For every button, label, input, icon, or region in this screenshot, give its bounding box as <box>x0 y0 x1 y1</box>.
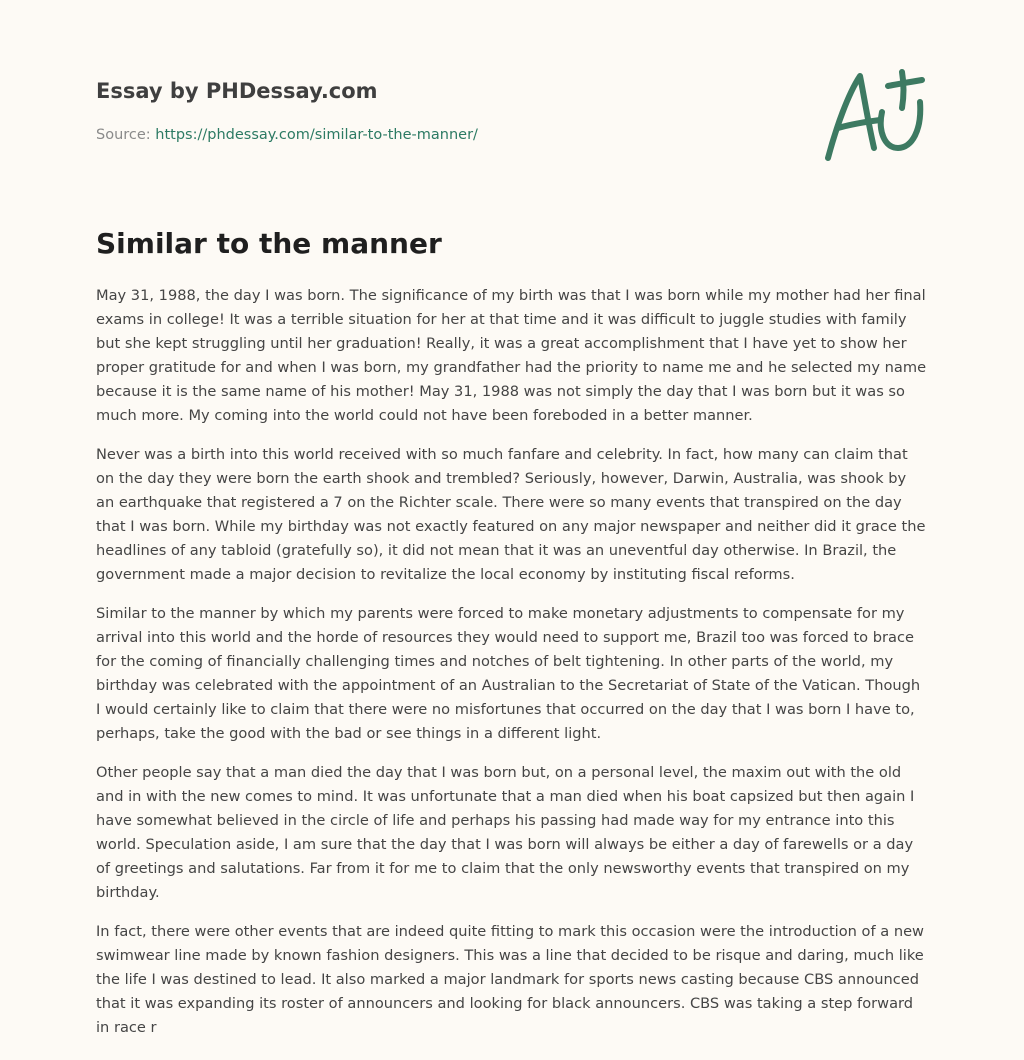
essay-body <box>96 284 928 1055</box>
essay-paragraph: Other people say that a man died the day that I was born but, on a personal level, the maxim out with the old and in with the new comes to mind. It was unfortunate that a man died when his boat capsized but then again I have somewhat believed in the circle of life and perhaps his passing had made way for my entrance into this world. Speculation aside, I am sure that the day that I was born will always be either a day of farewells or a day of greetings and salutations. Far from it for me to claim that the only newsworthy events that transpired on my birthday. <box>96 764 915 901</box>
essay-title: Similar to the manner <box>96 227 442 260</box>
essay-header <box>96 76 796 145</box>
source-line <box>96 125 796 145</box>
source-link[interactable]: https://phdessay.com/similar-to-the-manner/ <box>155 127 478 143</box>
essay-paragraph: Similar to the manner by which my parents were forced to make monetary adjustments to compensate for my arrival into this world and the horde of resources they would need to support me, Brazil too was forced to brace for the coming of financially challenging times and notches of belt tightening. In other parts of the world, my birthday was celebrated with the appointment of an Australian to the Secretariat of State of the Vatican. Though I would certainly like to claim that there were no misfortunes that occurred on the day that I was born I have to, perhaps, take the good with the bad or see things in a different light. <box>96 605 921 742</box>
a-plus-logo-icon <box>818 66 930 166</box>
site-brand: Essay by PHDessay.com <box>96 79 378 103</box>
essay-paragraph: In fact, there were other events that are indeed quite fitting to mark this occasion were the introduction of a new swimwear line made by known fashion designers. This was a line that decided to be risque and daring, much like the life I was destined to lead. It also marked a major landmark for sports news casting because CBS announced that it was expanding its roster of announcers and looking for black announcers. CBS was taking a step forward in race r <box>96 923 924 1036</box>
source-label: Source: <box>96 127 156 143</box>
essay-paragraph: Never was a birth into this world received with so much fanfare and celebrity. In fact, how many can claim that on the day they were born the earth shook and trembled? Seriously, however, Darwin, Australia, was shook by an earthquake that registered a 7 on the Richter scale. There were so many events that transpired on the day that I was born. While my birthday was not exactly featured on any major newspaper and neither did it grace the headlines of any tabloid (gratefully so), it did not mean that it was an uneventful day otherwise. In Brazil, the government made a major decision to revitalize the local economy by instituting fiscal reforms. <box>96 446 926 583</box>
essay-paragraph: May 31, 1988, the day I was born. The significance of my birth was that I was born while my mother had her final exams in college! It was a terrible situation for her at that time and it was difficult to juggle studies with family but she kept struggling until her graduation! Really, it was a great accomplishment that I have yet to show her proper gratitude for and when I was born, my grandfather had the priority to name me and he selected my name because it is the same name of his mother! May 31, 1988 was not simply the day that I was born but it was so much more. My coming into the world could not have been foreboded in a better manner. <box>96 287 927 424</box>
